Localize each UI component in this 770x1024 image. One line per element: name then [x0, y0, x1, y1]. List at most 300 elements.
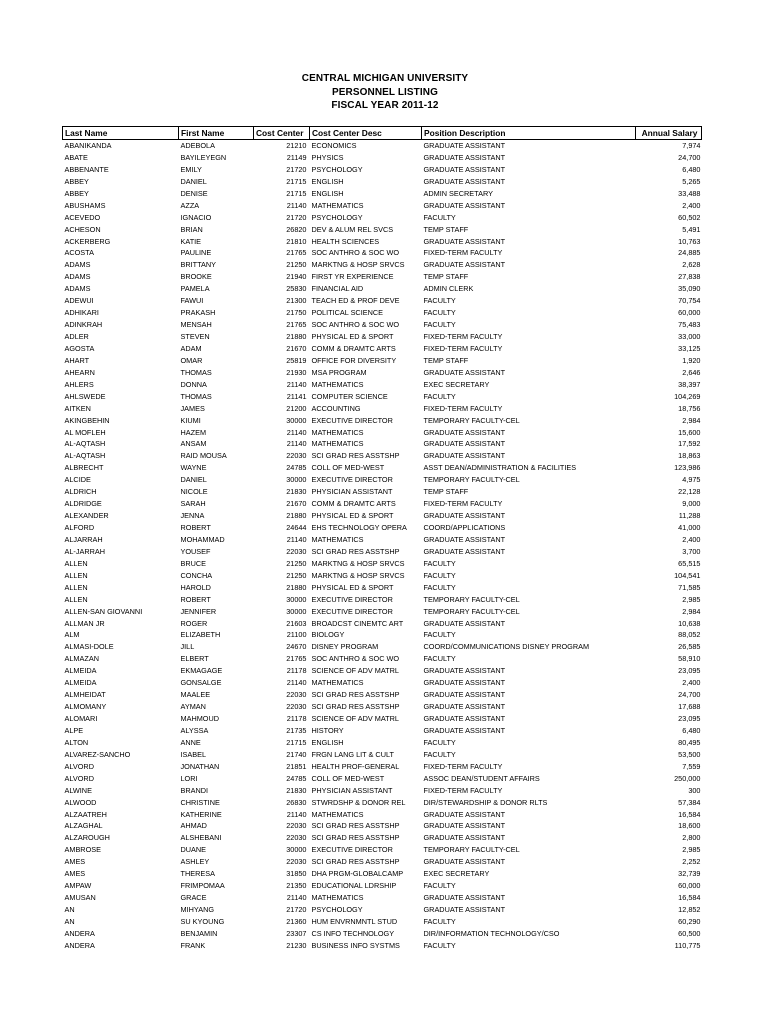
table-row — [63, 212, 702, 224]
first-name-cell: GONSALGE — [180, 678, 222, 688]
table-row — [63, 379, 702, 391]
cost-center-cell: 21735 — [286, 725, 307, 735]
position-description-cell: FACULTY — [423, 570, 456, 580]
annual-salary-cell: 24,885 — [678, 248, 701, 258]
cost-center-desc-cell: SCIENCE OF ADV MATRL — [311, 666, 399, 676]
table-row — [63, 152, 702, 164]
cost-center-cell: 30000 — [286, 475, 307, 485]
cost-center-cell: 21300 — [286, 296, 307, 306]
last-name-cell: AKINGBEHIN — [64, 415, 110, 425]
position-description-cell: GRADUATE ASSISTANT — [423, 833, 506, 843]
position-description-cell: GRADUATE ASSISTANT — [423, 451, 506, 461]
last-name-cell: ANDERA — [64, 928, 95, 938]
position-description-cell: GRADUATE ASSISTANT — [423, 200, 506, 210]
cost-center-cell: 21140 — [286, 534, 307, 544]
first-name-cell: IGNACIO — [180, 212, 212, 222]
annual-salary-cell: 2,400 — [682, 534, 701, 544]
cost-center-cell: 21715 — [286, 188, 307, 198]
last-name-cell: ALLEN — [64, 594, 88, 604]
annual-salary-cell: 3,700 — [682, 546, 701, 556]
first-name-cell: DANIEL — [180, 176, 207, 186]
position-description-cell: FACULTY — [423, 308, 456, 318]
cost-center-cell: 22030 — [286, 451, 307, 461]
first-name-cell: THOMAS — [180, 391, 212, 401]
cost-center-cell: 21940 — [286, 272, 307, 282]
cost-center-cell: 21178 — [286, 714, 307, 723]
position-description-cell: GRADUATE ASSISTANT — [423, 678, 506, 688]
last-name-cell: ACKERBERG — [64, 236, 111, 246]
annual-salary-cell: 33,125 — [678, 343, 701, 353]
cost-center-cell: 21670 — [286, 499, 307, 509]
cost-center-cell: 21720 — [286, 905, 307, 914]
first-name-cell: PAMELA — [180, 284, 210, 294]
annual-salary-cell: 32,739 — [678, 869, 701, 879]
cost-center-desc-cell: BIOLOGY — [311, 630, 345, 640]
last-name-cell: ALLMAN JR — [64, 618, 105, 628]
position-description-cell: FACULTY — [423, 320, 456, 330]
cost-center-cell: 21140 — [286, 893, 307, 903]
cost-center-cell: 21880 — [286, 511, 307, 521]
annual-salary-cell: 2,628 — [682, 260, 701, 270]
cost-center-cell: 21830 — [286, 785, 307, 795]
position-description-cell: FACULTY — [423, 940, 456, 950]
position-description-cell: GRADUATE ASSISTANT — [423, 367, 506, 377]
last-name-cell: AL-JARRAH — [64, 546, 106, 556]
last-name-cell: ALCIDE — [64, 475, 91, 485]
annual-salary-cell: 18,600 — [678, 821, 701, 831]
cost-center-cell: 21141 — [286, 391, 307, 401]
cost-center-cell: 24670 — [286, 642, 307, 652]
position-description-cell: GRADUATE ASSISTANT — [423, 821, 506, 831]
cost-center-desc-cell: SCI GRAD RES ASSTSHP — [311, 451, 400, 461]
table-row — [63, 713, 702, 725]
cost-center-cell: 21810 — [286, 236, 307, 246]
cost-center-cell: 21250 — [286, 260, 307, 270]
position-description-cell: TEMPORARY FACULTY-CEL — [423, 594, 520, 604]
header-cost-center: Cost Center — [254, 127, 310, 140]
last-name-cell: ALMAZAN — [64, 654, 99, 664]
cost-center-cell: 24785 — [286, 463, 307, 473]
last-name-cell: ALEXANDER — [64, 511, 109, 521]
table-row — [63, 403, 702, 415]
annual-salary-cell: 110,775 — [674, 940, 701, 950]
position-description-cell: GRADUATE ASSISTANT — [423, 725, 506, 735]
first-name-cell: MAALEE — [180, 690, 211, 700]
table-row — [63, 200, 702, 212]
cost-center-cell: 21670 — [286, 343, 307, 353]
report-title-university: CENTRAL MICHIGAN UNIVERSITY — [301, 73, 469, 84]
first-name-cell: EKMAGAGE — [180, 666, 223, 676]
first-name-cell: FRIMPOMAA — [180, 881, 225, 891]
position-description-cell: GRADUATE ASSISTANT — [423, 714, 506, 723]
cost-center-desc-cell: SCI GRAD RES ASSTSHP — [311, 546, 400, 556]
cost-center-desc-cell: MATHEMATICS — [311, 379, 364, 389]
first-name-cell: ISABEL — [180, 749, 207, 759]
table-body — [63, 140, 702, 952]
cost-center-desc-cell: DISNEY PROGRAM — [311, 642, 379, 652]
cost-center-desc-cell: COLL OF MED-WEST — [311, 463, 385, 473]
last-name-cell: ABBENANTE — [64, 164, 109, 174]
table-row — [63, 940, 702, 952]
position-description-cell: FACULTY — [423, 749, 456, 759]
table-row — [63, 224, 702, 236]
annual-salary-cell: 2,400 — [682, 678, 701, 688]
last-name-cell: AN — [64, 905, 75, 914]
table-row — [63, 391, 702, 403]
cost-center-desc-cell: SCI GRAD RES ASSTSHP — [311, 833, 400, 843]
cost-center-desc-cell: HUM ENVRNMNTL STUD — [311, 916, 398, 926]
cost-center-desc-cell: ENGLISH — [311, 737, 344, 747]
cost-center-cell: 21750 — [286, 308, 307, 318]
last-name-cell: ACEVEDO — [64, 212, 101, 222]
cost-center-cell: 21715 — [286, 737, 307, 747]
cost-center-desc-cell: BUSINESS INFO SYSTMS — [311, 940, 400, 950]
annual-salary-cell: 2,400 — [682, 200, 701, 210]
cost-center-desc-cell: COMM & DRAMTC ARTS — [311, 343, 396, 353]
last-name-cell: ACOSTA — [64, 248, 94, 258]
cost-center-desc-cell: MATHEMATICS — [311, 200, 364, 210]
last-name-cell: ALMOMANY — [64, 702, 107, 712]
cost-center-desc-cell: SCI GRAD RES ASSTSHP — [311, 857, 400, 867]
table-row — [63, 916, 702, 928]
position-description-cell: TEMPORARY FACULTY-CEL — [423, 845, 520, 855]
annual-salary-cell: 60,290 — [678, 916, 701, 926]
cost-center-desc-cell: MATHEMATICS — [311, 439, 364, 449]
position-description-cell: TEMP STAFF — [423, 487, 469, 497]
first-name-cell: DANIEL — [180, 475, 207, 485]
cost-center-desc-cell: SCI GRAD RES ASSTSHP — [311, 690, 400, 700]
cost-center-desc-cell: TEACH ED & PROF DEVE — [311, 296, 400, 306]
first-name-cell: ROBERT — [180, 523, 211, 532]
cost-center-desc-cell: EXECUTIVE DIRECTOR — [311, 594, 393, 604]
cost-center-cell: 21765 — [286, 320, 307, 330]
first-name-cell: AZZA — [180, 200, 200, 210]
position-description-cell: GRADUATE ASSISTANT — [423, 546, 506, 556]
table-row — [63, 331, 702, 343]
last-name-cell: ABUSHAMS — [64, 200, 106, 210]
annual-salary-cell: 58,910 — [678, 654, 701, 664]
first-name-cell: LORI — [180, 773, 198, 783]
annual-salary-cell: 17,688 — [678, 702, 701, 712]
cost-center-desc-cell: BROADCST CINEMTC ART — [311, 618, 404, 628]
cost-center-desc-cell: POLITICAL SCIENCE — [311, 308, 384, 318]
first-name-cell: JAMES — [180, 403, 205, 413]
cost-center-desc-cell: EXECUTIVE DIRECTOR — [311, 845, 393, 855]
annual-salary-cell: 26,585 — [678, 642, 701, 652]
cost-center-cell: 25819 — [286, 355, 307, 365]
cost-center-cell: 21250 — [286, 570, 307, 580]
position-description-cell: TEMPORARY FACULTY-CEL — [423, 606, 520, 616]
cost-center-cell: 21350 — [286, 881, 307, 891]
annual-salary-cell: 104,269 — [674, 391, 701, 401]
table-row — [63, 820, 702, 832]
annual-salary-cell: 60,502 — [678, 212, 701, 222]
annual-salary-cell: 71,585 — [678, 582, 701, 592]
cost-center-desc-cell: EXECUTIVE DIRECTOR — [311, 415, 393, 425]
position-description-cell: FACULTY — [423, 296, 456, 306]
annual-salary-cell: 53,500 — [678, 749, 701, 759]
position-description-cell: FIXED-TERM FACULTY — [423, 499, 503, 509]
table-row — [63, 474, 702, 486]
cost-center-desc-cell: ECONOMICS — [311, 141, 357, 150]
first-name-cell: ALSHEBANI — [180, 833, 222, 843]
cost-center-cell: 21230 — [286, 940, 307, 950]
cost-center-cell: 21200 — [286, 403, 307, 413]
cost-center-desc-cell: PSYCHOLOGY — [311, 164, 363, 174]
table-row — [63, 868, 702, 880]
table-row — [63, 749, 702, 761]
first-name-cell: HAZEM — [180, 427, 207, 437]
cost-center-desc-cell: FRGN LANG LIT & CULT — [311, 749, 394, 759]
table-row — [63, 486, 702, 498]
table-row — [63, 809, 702, 821]
position-description-cell: GRADUATE ASSISTANT — [423, 702, 506, 712]
position-description-cell: EXEC SECRETARY — [423, 379, 490, 389]
last-name-cell: AHEARN — [64, 367, 95, 377]
cost-center-desc-cell: EXECUTIVE DIRECTOR — [311, 475, 393, 485]
table-row — [63, 797, 702, 809]
position-description-cell: GRADUATE ASSISTANT — [423, 905, 506, 914]
table-row — [63, 247, 702, 259]
table-row — [63, 832, 702, 844]
position-description-cell: TEMP STAFF — [423, 272, 469, 282]
position-description-cell: FACULTY — [423, 212, 456, 222]
cost-center-desc-cell: FINANCIAL AID — [311, 284, 364, 294]
first-name-cell: EMILY — [180, 164, 202, 174]
annual-salary-cell: 6,480 — [682, 164, 701, 174]
first-name-cell: BROOKE — [180, 272, 212, 282]
last-name-cell: ALLEN — [64, 558, 88, 568]
personnel-table — [62, 126, 702, 952]
cost-center-cell: 23307 — [286, 928, 307, 938]
cost-center-desc-cell: MARKTNG & HOSP SRVCS — [311, 558, 405, 568]
cost-center-desc-cell: PHYSICAL ED & SPORT — [311, 332, 394, 341]
annual-salary-cell: 250,000 — [674, 773, 701, 783]
cost-center-desc-cell: SCI GRAD RES ASSTSHP — [311, 702, 400, 712]
last-name-cell: ALBRECHT — [64, 463, 104, 473]
table-row — [63, 462, 702, 474]
last-name-cell: ALLEN — [64, 570, 88, 580]
annual-salary-cell: 18,863 — [678, 451, 701, 461]
cost-center-desc-cell: PSYCHOLOGY — [311, 212, 363, 222]
table-row — [63, 773, 702, 785]
first-name-cell: FAWUI — [180, 296, 204, 306]
annual-salary-cell: 1,920 — [682, 355, 701, 365]
first-name-cell: CONCHA — [180, 570, 213, 580]
first-name-cell: HAROLD — [180, 582, 211, 592]
cost-center-desc-cell: COLL OF MED-WEST — [311, 773, 385, 783]
position-description-cell: TEMPORARY FACULTY-CEL — [423, 415, 520, 425]
table-row — [63, 653, 702, 665]
position-description-cell: FIXED-TERM FACULTY — [423, 761, 503, 771]
annual-salary-cell: 2,800 — [682, 833, 701, 843]
table-row — [63, 582, 702, 594]
first-name-cell: PRAKASH — [180, 308, 216, 318]
cost-center-desc-cell: SOC ANTHRO & SOC WO — [311, 320, 400, 330]
table-row — [63, 677, 702, 689]
cost-center-cell: 21765 — [286, 654, 307, 664]
last-name-cell: ADINKRAH — [64, 320, 103, 330]
last-name-cell: ABBEY — [64, 188, 89, 198]
position-description-cell: ASSOC DEAN/STUDENT AFFAIRS — [423, 773, 540, 783]
first-name-cell: JONATHAN — [180, 761, 220, 771]
last-name-cell: ALM — [64, 630, 80, 640]
first-name-cell: BENJAMIN — [180, 928, 218, 938]
cost-center-cell: 22030 — [286, 690, 307, 700]
table-row — [63, 295, 702, 307]
position-description-cell: GRADUATE ASSISTANT — [423, 666, 506, 676]
cost-center-desc-cell: MATHEMATICS — [311, 427, 364, 437]
table-row — [63, 450, 702, 462]
cost-center-cell: 21880 — [286, 332, 307, 341]
annual-salary-cell: 2,984 — [682, 606, 701, 616]
header-row — [63, 127, 702, 140]
first-name-cell: ADAM — [180, 343, 202, 353]
first-name-cell: ROBERT — [180, 594, 211, 604]
position-description-cell: GRADUATE ASSISTANT — [423, 164, 506, 174]
table-row — [63, 701, 702, 713]
annual-salary-cell: 24,700 — [678, 152, 701, 162]
position-description-cell: FIXED-TERM FACULTY — [423, 785, 503, 795]
first-name-cell: ANNE — [180, 737, 201, 747]
position-description-cell: DIR/INFORMATION TECHNOLOGY/CSO — [423, 928, 560, 938]
cost-center-desc-cell: ENGLISH — [311, 188, 344, 198]
first-name-cell: MOHAMMAD — [180, 534, 225, 544]
annual-salary-cell: 2,646 — [682, 367, 701, 377]
annual-salary-cell: 60,000 — [678, 308, 701, 318]
annual-salary-cell: 75,483 — [678, 320, 701, 330]
annual-salary-cell: 38,397 — [678, 379, 701, 389]
position-description-cell: FACULTY — [423, 558, 456, 568]
cost-center-cell: 21765 — [286, 248, 307, 258]
table-row — [63, 844, 702, 856]
position-description-cell: DIR/STEWARDSHIP & DONOR RLTS — [423, 797, 548, 807]
cost-center-desc-cell: PHYSICS — [311, 152, 344, 162]
cost-center-desc-cell: DHA PRGM-GLOBALCAMP — [311, 869, 404, 879]
last-name-cell: AHLERS — [64, 379, 94, 389]
cost-center-desc-cell: PSYCHOLOGY — [311, 905, 363, 914]
header-cost-center-desc: Cost Center Desc — [310, 127, 422, 140]
first-name-cell: YOUSEF — [180, 546, 211, 556]
report-title-listing: PERSONNEL LISTING — [332, 86, 438, 98]
last-name-cell: ALMEIDA — [64, 666, 97, 676]
cost-center-desc-cell: MARKTNG & HOSP SRVCS — [311, 260, 405, 270]
table-row — [63, 438, 702, 450]
cost-center-cell: 21100 — [286, 630, 307, 640]
cost-center-cell: 30000 — [286, 415, 307, 425]
first-name-cell: GRACE — [180, 893, 207, 903]
cost-center-desc-cell: HISTORY — [311, 725, 344, 735]
table-row — [63, 283, 702, 295]
annual-salary-cell: 2,984 — [682, 415, 701, 425]
cost-center-desc-cell: EHS TECHNOLOGY OPERA — [311, 523, 407, 532]
last-name-cell: ALOMARI — [64, 714, 98, 723]
first-name-cell: AYMAN — [180, 702, 206, 712]
first-name-cell: OMAR — [180, 355, 203, 365]
position-description-cell: TEMPORARY FACULTY-CEL — [423, 475, 520, 485]
cost-center-desc-cell: MARKTNG & HOSP SRVCS — [311, 570, 405, 580]
annual-salary-cell: 22,128 — [678, 487, 701, 497]
report-title-fiscal-year: FISCAL YEAR 2011-12 — [331, 100, 439, 111]
cost-center-cell: 21140 — [286, 809, 307, 819]
cost-center-cell: 21360 — [286, 916, 307, 926]
cost-center-desc-cell: PHYSICAL ED & SPORT — [311, 511, 394, 521]
table-row — [63, 271, 702, 283]
last-name-cell: AL-AQTASH — [64, 451, 106, 461]
cost-center-desc-cell: MATHEMATICS — [311, 678, 364, 688]
annual-salary-cell: 5,265 — [682, 176, 701, 186]
annual-salary-cell: 27,838 — [678, 272, 701, 282]
position-description-cell: GRADUATE ASSISTANT — [423, 618, 506, 628]
last-name-cell: AMES — [64, 869, 86, 879]
position-description-cell: GRADUATE ASSISTANT — [423, 809, 506, 819]
first-name-cell: ALYSSA — [180, 725, 209, 735]
last-name-cell: ADLER — [64, 332, 89, 341]
first-name-cell: KATHERINE — [180, 809, 222, 819]
last-name-cell: AHART — [64, 355, 90, 365]
first-name-cell: STEVEN — [180, 332, 210, 341]
cost-center-cell: 21930 — [286, 367, 307, 377]
cost-center-cell: 21140 — [286, 427, 307, 437]
table-row — [63, 236, 702, 248]
table-row — [63, 367, 702, 379]
first-name-cell: WAYNE — [180, 463, 207, 473]
position-description-cell: TEMP STAFF — [423, 355, 469, 365]
annual-salary-cell: 6,480 — [682, 725, 701, 735]
table-row — [63, 427, 702, 439]
position-description-cell: ADMIN SECRETARY — [423, 188, 493, 198]
cost-center-desc-cell: MATHEMATICS — [311, 534, 364, 544]
annual-salary-cell: 16,584 — [678, 809, 701, 819]
cost-center-cell: 21140 — [286, 379, 307, 389]
cost-center-cell: 30000 — [286, 845, 307, 855]
table-row — [63, 665, 702, 677]
annual-salary-cell: 2,985 — [682, 594, 701, 604]
cost-center-desc-cell: EDUCATIONAL LDRSHIP — [311, 881, 397, 891]
annual-salary-cell: 60,500 — [678, 928, 701, 938]
header-annual-salary: Annual Salary — [636, 127, 702, 140]
cost-center-desc-cell: PHYSICIAN ASSISTANT — [311, 487, 393, 497]
cost-center-cell: 21715 — [286, 176, 307, 186]
annual-salary-cell: 123,986 — [674, 463, 701, 473]
position-description-cell: COORD/APPLICATIONS — [423, 523, 506, 532]
cost-center-cell: 21140 — [286, 678, 307, 688]
table-row — [63, 307, 702, 319]
first-name-cell: MENSAH — [180, 320, 212, 330]
position-description-cell: GRADUATE ASSISTANT — [423, 511, 506, 521]
annual-salary-cell: 11,288 — [678, 511, 701, 521]
cost-center-cell: 21149 — [286, 152, 307, 162]
cost-center-cell: 25830 — [286, 284, 307, 294]
first-name-cell: BAYILEYEGN — [180, 152, 227, 162]
cost-center-cell: 21720 — [286, 164, 307, 174]
position-description-cell: ASST DEAN/ADMINISTRATION & FACILITIES — [423, 463, 577, 473]
annual-salary-cell: 70,754 — [678, 296, 701, 306]
first-name-cell: BRIAN — [180, 224, 203, 234]
cost-center-cell: 21603 — [286, 618, 307, 628]
annual-salary-cell: 15,600 — [678, 427, 701, 437]
position-description-cell: GRADUATE ASSISTANT — [423, 176, 506, 186]
table-row — [63, 856, 702, 868]
cost-center-cell: 21250 — [286, 558, 307, 568]
cost-center-cell: 26820 — [286, 224, 307, 234]
last-name-cell: ACHESON — [64, 224, 101, 234]
last-name-cell: ALFORD — [64, 523, 95, 532]
position-description-cell: GRADUATE ASSISTANT — [423, 427, 506, 437]
cost-center-desc-cell: COMM & DRAMTC ARTS — [311, 499, 396, 509]
header-first-name: First Name — [179, 127, 254, 140]
annual-salary-cell: 10,638 — [678, 618, 701, 628]
